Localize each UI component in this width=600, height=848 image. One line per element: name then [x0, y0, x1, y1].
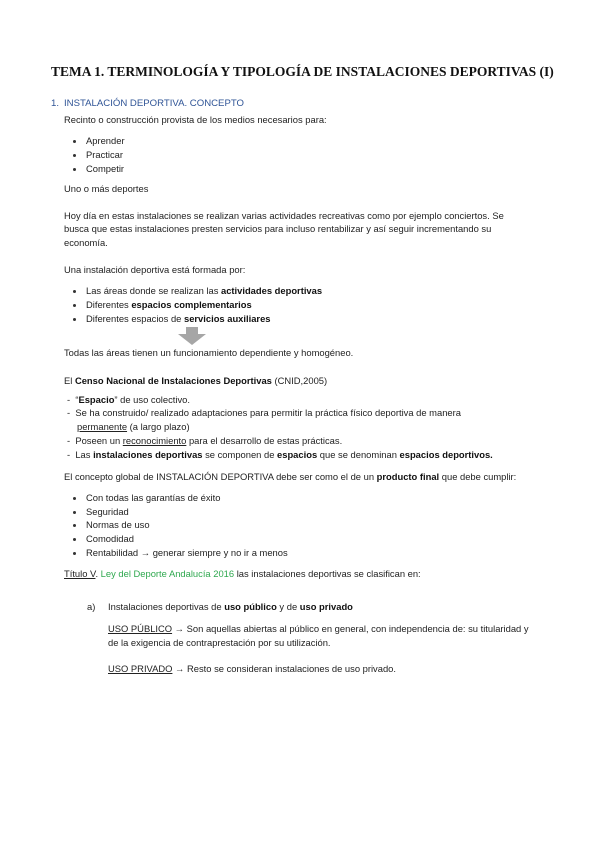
censo-heading: El Censo Nacional de Instalaciones Deportivas (CNID,2005): [64, 375, 328, 386]
list-item: Competir: [86, 163, 125, 174]
bullet-icon: [73, 497, 76, 500]
down-arrow-icon: [178, 327, 206, 345]
list-item: Aprender: [86, 135, 125, 146]
list-item: Con todas las garantías de éxito: [86, 492, 221, 503]
law-link: Ley del Deporte Andalucía 2016: [100, 568, 235, 579]
bullet-icon: [73, 318, 76, 321]
dash-item-continuation: permanente (a largo plazo): [77, 421, 190, 432]
sports-text: Uno o más deportes: [64, 183, 149, 194]
list-item: Diferentes espacios complementarios: [86, 299, 252, 310]
list-item: Las áreas donde se realizan las actividades deportivas: [86, 285, 323, 296]
public-use-text: USO PÚBLICO → Son aquellas abiertas al público en general, con independencia de: su titularidad y: [108, 623, 529, 634]
public-use-text-cont: de la exigencia de contraprestación por su utilización.: [108, 637, 331, 648]
list-item: Comodidad: [86, 533, 134, 544]
list-item: Rentabilidad → generar siempre y no ir a menos: [86, 547, 288, 558]
list-item: Normas de uso: [86, 519, 150, 530]
dash-item: - “Espacio” de uso colectivo.: [67, 394, 190, 405]
list-item: Seguridad: [86, 506, 129, 517]
dash-item: - Se ha construido/ realizado adaptaciones para permitir la práctica físico deportiva de manera: [67, 407, 461, 418]
bullet-icon: [73, 552, 76, 555]
bullet-icon: [73, 140, 76, 143]
paragraph-line: busca que estas instalaciones presten servicios para incluso rentabilizar y así seguir incrementando su: [64, 223, 492, 234]
section-heading: INSTALACIÓN DEPORTIVA. CONCEPTO: [64, 98, 245, 109]
bullet-icon: [73, 511, 76, 514]
dash-item: - Las instalaciones deportivas se componen de espacios que se denominan espacios deportivos.: [67, 449, 493, 460]
concept-text: El concepto global de INSTALACIÓN DEPORTIVA debe ser como el de un producto final que debe cumplir:: [64, 471, 517, 482]
formed-by-text: Una instalación deportiva está formada por:: [64, 264, 246, 275]
bullet-icon: [73, 168, 76, 171]
bullet-icon: [73, 304, 76, 307]
intro-text: Recinto o construcción provista de los medios necesarios para:: [64, 114, 327, 125]
page-title: TEMA 1. TERMINOLOGÍA Y TIPOLOGÍA DE INSTALACIONES DEPORTIVAS (I): [51, 64, 554, 79]
dash-item: - Poseen un reconocimiento para el desarrollo de estas prácticas.: [67, 435, 343, 446]
paragraph-line: Hoy día en estas instalaciones se realizan varias actividades recreativas como por ejemplo conciertos. Se: [64, 210, 504, 221]
list-item: Diferentes espacios de servicios auxiliares: [86, 313, 271, 324]
private-use-text: USO PRIVADO → Resto se consideran instalaciones de uso privado.: [108, 663, 396, 674]
law-text: Título V. Ley del Deporte Andalucía 2016 las instalaciones deportivas se clasifican en:: [64, 568, 421, 579]
class-a-label: a): [87, 601, 96, 612]
conclusion-text: Todas las áreas tienen un funcionamiento dependiente y homogéneo.: [64, 347, 354, 358]
bullet-icon: [73, 524, 76, 527]
list-item: Practicar: [86, 149, 123, 160]
bullet-icon: [73, 290, 76, 293]
paragraph-line: economía.: [64, 237, 108, 248]
bullet-icon: [73, 538, 76, 541]
bullet-icon: [73, 154, 76, 157]
section-number: 1.: [51, 98, 60, 109]
class-a-title: Instalaciones deportivas de uso público y de uso privado: [108, 601, 353, 612]
